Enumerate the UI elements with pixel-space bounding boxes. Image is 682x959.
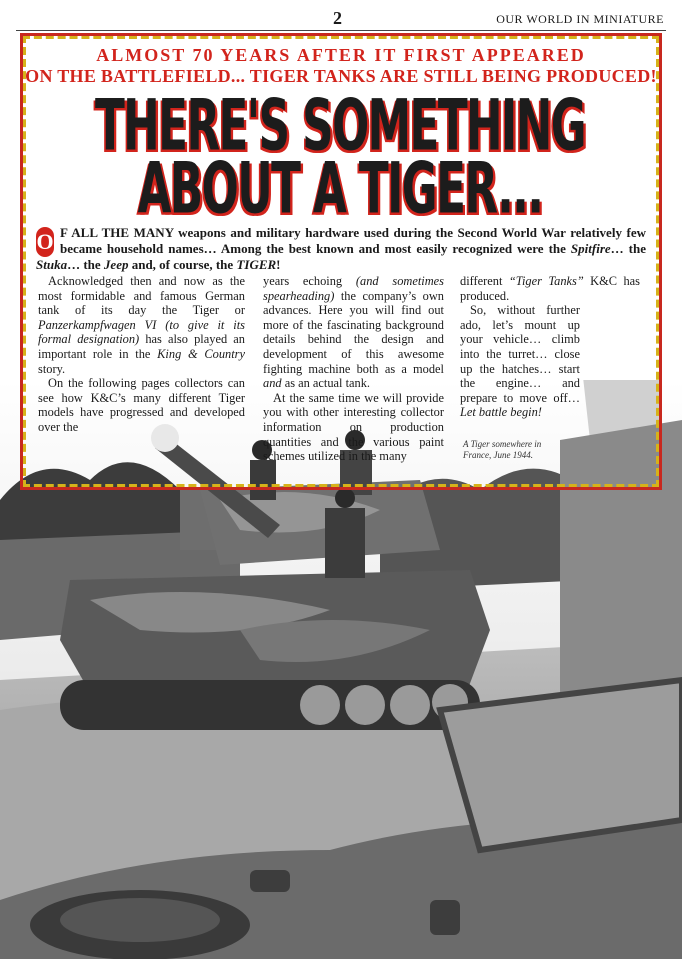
- body-column-2: [263, 274, 444, 464]
- drop-cap: O: [36, 227, 54, 257]
- lede-text: … the: [67, 257, 104, 272]
- kicker-line-1: ALMOST 70 YEARS AFTER IT FIRST APPEARED: [96, 45, 586, 65]
- header-rule: [16, 30, 666, 31]
- body-column-1: [38, 274, 245, 435]
- page-number: 2: [333, 8, 342, 28]
- body-paragraph: So, without further ado, let’s mount up your vehicle… climb into the turret… close up the hatches… start the engine… and prepare to move off… Let battle begin!: [460, 303, 580, 420]
- body-paragraph: Acknowledged then and now as the most formidable and famous German tank of its day the Tiger or Panzerkampfwagen VI (to give it its formal designation) has also played an important role in the King & Country story.: [38, 274, 245, 376]
- body-paragraph: years echoing (and sometimes spearheading) the company’s own advances. Here you will find out more of the fascinating background details behind the design and development of this awesome fighting machine both as a model and as an actual tank.: [263, 274, 445, 391]
- lede-caps: F ALL THE MANY: [60, 225, 174, 240]
- lede-text: !: [276, 257, 281, 272]
- headline-line-1: THERE'S SOMETHING: [94, 85, 586, 167]
- lede-text: weapons and military hardware used during the Second World War relatively few became household names… Among the best known and most easily recognized were the: [60, 225, 646, 256]
- lede-text: … the: [610, 241, 646, 256]
- kicker-line-2: ON THE BATTLEFIELD... TIGER TANKS ARE STILL BEING PRODUCED!: [25, 66, 657, 86]
- lede-stuka: Stuka: [36, 257, 68, 272]
- headline-line-2: ABOUT A TIGER...: [137, 148, 543, 230]
- body-paragraph: At the same time we will provide you with other interesting collector information on production quantities and the various paint schemes utilized in the many: [263, 390, 444, 464]
- lede-paragraph: [36, 225, 646, 273]
- body-column-3: [460, 274, 640, 420]
- lede-jeep: Jeep: [103, 257, 129, 272]
- lede-tiger: TIGER: [236, 257, 277, 272]
- lede-text: and, of course, the: [128, 257, 237, 272]
- lede-spitfire: Spitfire: [570, 241, 611, 256]
- jeep-bonnet: [0, 680, 682, 959]
- photo-caption: A Tiger somewhere in France, June 1944.: [463, 439, 542, 460]
- body-paragraph: On the following pages collectors can see how K&C’s many different Tiger models have progressed and developed over the: [38, 376, 245, 434]
- running-title: OUR WORLD IN MINIATURE: [496, 12, 664, 26]
- body-paragraph: different “Tiger Tanks” K&C has produced.: [460, 274, 640, 303]
